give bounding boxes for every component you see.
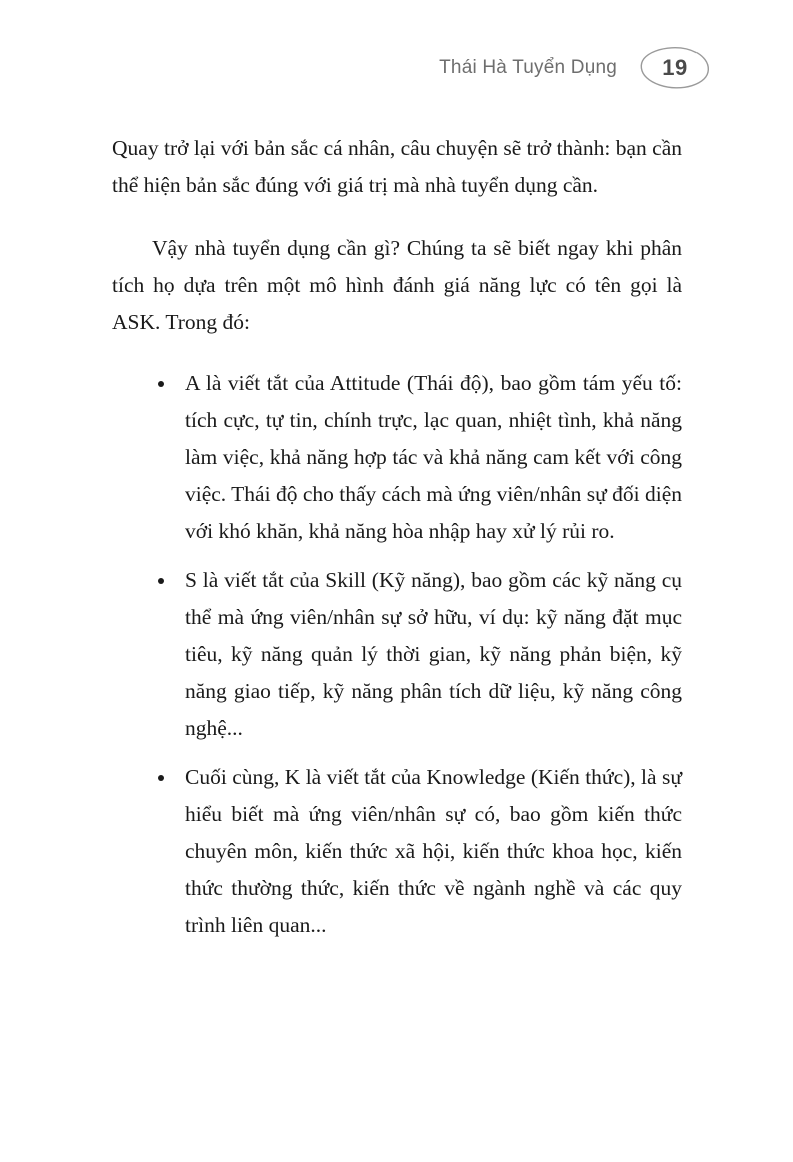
paragraph-2: Vậy nhà tuyển dụng cần gì? Chúng ta sẽ biết ngay khi phân tích họ dựa trên một mô hình đánh giá năng lực có tên gọi là ASK. Trong đó: [112, 236, 682, 334]
running-header [112, 44, 711, 92]
ask-bullet-list [112, 365, 682, 944]
list-item-attitude [112, 365, 682, 550]
list-item-skill [112, 562, 682, 747]
list-item-knowledge [112, 759, 682, 944]
list-item-text: S là viết tắt của Skill (Kỹ năng), bao gồm các kỹ năng cụ thể mà ứng viên/nhân sự sở hữu, ví dụ: kỹ năng đặt mục tiêu, kỹ năng quản lý thời gian, kỹ năng phản biện, kỹ năng giao tiếp, kỹ năng phân tích dữ liệu, kỹ năng công nghệ... [185, 568, 682, 740]
bullet-dot-icon [156, 365, 166, 402]
paragraph-1: Quay trở lại với bản sắc cá nhân, câu chuyện sẽ trở thành: bạn cần thể hiện bản sắc đúng với giá trị mà nhà tuyển dụng cần. [112, 136, 682, 197]
page-number-badge [639, 46, 711, 90]
list-item-text: A là viết tắt của Attitude (Thái độ), bao gồm tám yếu tố: tích cực, tự tin, chính trực, lạc quan, nhiệt tình, khả năng làm việc, khả năng hợp tác và khả năng cam kết với công việc. Thái độ cho thấy cách mà ứng viên/nhân sự đối diện với khó khăn, khả năng hòa nhập hay xử lý rủi ro. [185, 371, 682, 543]
header-title: Thái Hà Tuyển Dụng [439, 57, 617, 78]
page-content [112, 130, 682, 944]
list-item-text: Cuối cùng, K là viết tắt của Knowledge (Kiến thức), là sự hiểu biết mà ứng viên/nhân sự có, bao gồm kiến thức chuyên môn, kiến thức xã hội, kiến thức khoa học, kiến thức thường thức, kiến thức về ngành nghề và các quy trình liên quan... [185, 765, 682, 937]
page-number: 19 [662, 55, 688, 80]
bullet-dot-icon [156, 759, 166, 796]
bullet-dot-icon [156, 562, 166, 599]
